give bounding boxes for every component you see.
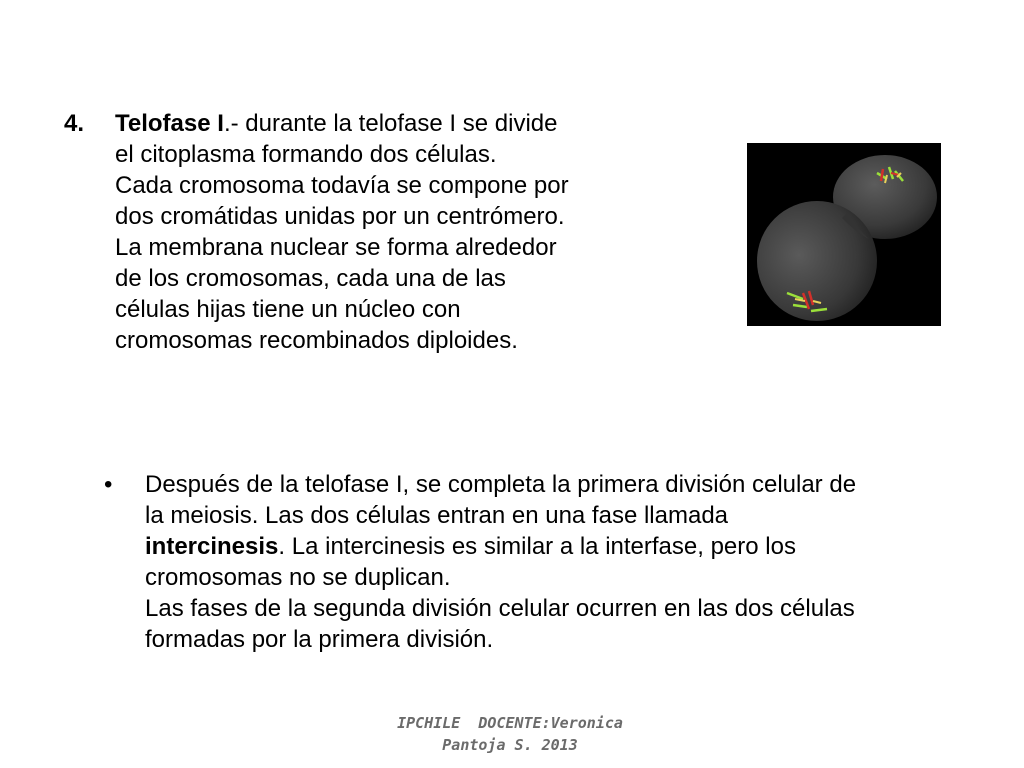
footer-line-1: IPCHILE DOCENTE:Veronica (397, 714, 623, 732)
paragraph-line-3-rest: . La intercinesis es similar a la interfase, pero los (278, 533, 796, 560)
dividing-cell-illustration (747, 143, 941, 326)
telofase-description (115, 108, 675, 356)
telofase-line-8: cromosomas recombinados diploides. (115, 327, 518, 354)
slide-footer (360, 712, 660, 756)
paragraph-line-5: Las fases de la segunda división celular ocurren en las dos células (145, 595, 855, 622)
paragraph-line-6: formadas por la primera división. (145, 626, 494, 653)
paragraph-line-4: cromosomas no se duplican. (145, 564, 451, 591)
telofase-line-4: dos cromátidas unidas por un centrómero. (115, 203, 565, 230)
item-number: 4. (64, 110, 85, 137)
telophase-cell-image (747, 143, 941, 326)
paragraph-line-1: Después de la telofase I, se completa la primera división celular de (145, 471, 857, 498)
intercinesis-paragraph (145, 469, 1005, 655)
telofase-line-5: La membrana nuclear se forma alrededor (115, 234, 557, 261)
telofase-line-1: .- durante la telofase I se divide (223, 110, 558, 137)
telofase-title: Telofase I (115, 110, 224, 137)
bullet-marker: • (104, 471, 113, 498)
telofase-first-line (115, 108, 675, 139)
footer-line-2: Pantoja S. 2013 (442, 736, 578, 754)
telofase-line-2: el citoplasma formando dos células. (115, 141, 497, 168)
telofase-line-3: Cada cromosoma todavía se compone por (115, 172, 569, 199)
paragraph-line-3 (145, 531, 1005, 562)
paragraph-line-2: la meiosis. Las dos células entran en una fase llamada (145, 502, 729, 529)
intercinesis-term: intercinesis (145, 533, 279, 560)
telofase-line-6: de los cromosomas, cada una de las (115, 265, 506, 292)
telofase-line-7: células hijas tiene un núcleo con (115, 296, 461, 323)
